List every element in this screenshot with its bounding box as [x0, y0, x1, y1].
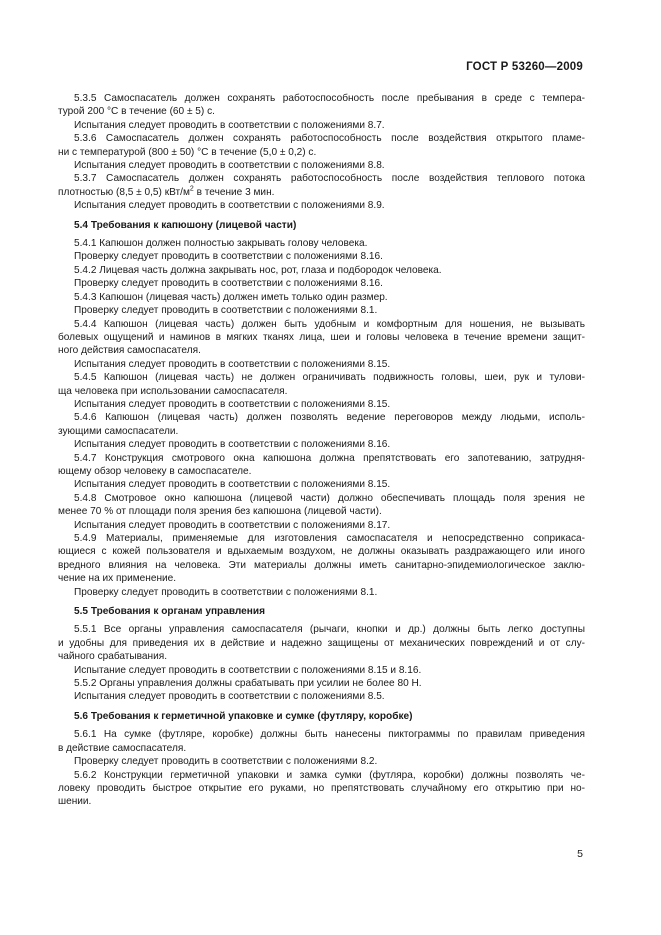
text-line: 5.3.6 Самоспасатель должен сохранять работоспособность после воздействия открытого пламе- — [74, 133, 585, 145]
page-number: 5 — [577, 848, 583, 860]
text-line: ща человека при использовании самоспасателя. — [58, 385, 288, 397]
text-line: менее 70 % от площади поля зрения без капюшона (лицевой части). — [58, 506, 382, 518]
text-line: 5.4.9 Материалы, применяемые для изготовления самоспасателя и непосредственно соприкаса- — [74, 533, 585, 544]
text-line: ющиеся с кожей пользователя и вдыхаемым воздухом, не должны оказывать раздражающего или иного — [58, 546, 585, 558]
text-line: ющему обзор человеку в самоспасателе. — [58, 465, 252, 477]
paragraph — [58, 318, 585, 358]
paragraph — [58, 250, 585, 263]
paragraph — [58, 492, 585, 519]
text-line: ни с температурой (800 ± 50) °С в течение (5,0 ± 0,2) с. — [58, 146, 317, 158]
text-line: зующими самоспасатели. — [58, 425, 179, 437]
text-line: чение на их применение. — [58, 573, 177, 585]
paragraph — [58, 690, 585, 703]
paragraph — [58, 358, 585, 371]
text-line: Испытания следует проводить в соответствии с положениями 8.9. — [74, 200, 385, 212]
text-line: Испытания следует проводить в соответствии с положениями 8.7. — [74, 119, 385, 131]
text-line: Испытания следует проводить в соответствии с положениями 8.15. — [74, 479, 391, 491]
text-line: Испытания следует проводить в соответствии с положениями 8.15. — [74, 398, 391, 410]
paragraph — [58, 664, 585, 677]
paragraph — [58, 199, 585, 212]
text-line: Испытания следует проводить в соответствии с положениями 8.15. — [74, 358, 391, 370]
paragraph — [58, 769, 585, 809]
text-line: чайного срабатывания. — [58, 651, 168, 663]
text-line: 5.5.1 Все органы управления самоспасателя (рычаги, кнопки и др.) должны быть легко доступны — [74, 624, 585, 636]
text-line: Испытания следует проводить в соответствии с положениями 8.5. — [74, 691, 385, 703]
text-line: Проверку следует проводить в соответствии с положениями 8.1. — [74, 305, 378, 317]
text-line: в действие самоспасателя. — [58, 742, 187, 754]
paragraph — [58, 755, 585, 768]
text-line: 5.4.3 Капюшон (лицевая часть) должен иметь только один размер. — [74, 291, 388, 303]
text-line: Испытания следует проводить в соответствии с положениями 8.16. — [74, 439, 391, 451]
paragraph — [58, 438, 585, 451]
text-line: ного действия самоспасателя. — [58, 345, 201, 357]
text-line: и удобны для приведения их в действие и надежно защищены от механических повреждений и от слу- — [58, 637, 585, 649]
paragraph — [58, 411, 585, 438]
text-line: Проверку следует проводить в соответствии с положениями 8.16. — [74, 251, 383, 263]
text-line: Проверку следует проводить в соответствии с положениями 8.16. — [74, 278, 383, 290]
paragraph — [58, 159, 585, 172]
text-line: 5.4.1 Капюшон должен полностью закрывать голову человека. — [74, 238, 368, 250]
text-line: 5.6.2 Конструкции герметичной упаковки и замка сумки (футляра, коробки) должны позволять че- — [74, 769, 585, 781]
text-line: 5.4.8 Смотровое окно капюшона (лицевой части) должно обеспечивать площадь поля зрения не — [74, 492, 585, 504]
text-line: плотностью (8,5 ± 0,5) кВт/$м^2$ в течение 3 мин. — [58, 185, 275, 198]
text-line: болевых ощущений и наминов в мягких тканях лица, шеи и головы человека в течение времени защит- — [58, 331, 585, 343]
section-heading: 5.4 Требования к капюшону (лицевой части) — [74, 219, 297, 231]
text-line: вредного влияния на человека. Эти материалы должны иметь санитарно-эпидемиологическое заклю- — [58, 559, 585, 571]
paragraph — [58, 586, 585, 599]
text-line: 5.5.2 Органы управления должны срабатывать при усилии не более 80 Н. — [74, 678, 422, 690]
paragraph — [58, 452, 585, 479]
text-line: 5.3.7 Самоспасатель должен сохранять работоспособность после воздействия теплового потока — [74, 173, 585, 185]
paragraph — [58, 132, 585, 159]
text-line: 5.3.5 Самоспасатель должен сохранять работоспособность после пребывания в среде с темпера- — [74, 93, 585, 104]
paragraph — [58, 677, 585, 690]
paragraph — [58, 371, 585, 398]
section-heading: 5.6 Требования к герметичной упаковке и сумке (футляру, коробке) — [74, 710, 413, 722]
text-line: 5.4.2 Лицевая часть должна закрывать нос, рот, глаза и подбородок человека. — [74, 264, 442, 276]
text-line: 5.4.7 Конструкция смотрового окна капюшона должна препятствовать его запотеванию, затрудня- — [74, 452, 585, 464]
text-line: Испытания следует проводить в соответствии с положениями 8.17. — [74, 519, 391, 531]
paragraph — [58, 172, 585, 199]
paragraph — [58, 277, 585, 290]
paragraph — [58, 291, 585, 304]
text-line: 5.4.5 Капюшон (лицевая часть) не должен ограничивать подвижность головы, шеи, рук и тулови- — [74, 372, 585, 384]
paragraph — [58, 728, 585, 755]
text-line: ловеку проводить быстрое открытие его руками, но препятствовать случайному его открытию при но- — [58, 782, 585, 794]
text-line: шении. — [58, 796, 92, 808]
text-line: 5.6.1 На сумке (футляре, коробке) должны быть нанесены пиктограммы по правилам приведения — [74, 729, 585, 741]
text-line: Испытания следует проводить в соответствии с положениями 8.8. — [74, 160, 385, 172]
paragraph — [58, 478, 585, 491]
paragraph — [58, 237, 585, 250]
document-body — [58, 92, 585, 809]
text-line: Проверку следует проводить в соответствии с положениями 8.2. — [74, 756, 378, 768]
text-line: Проверку следует проводить в соответствии с положениями 8.1. — [74, 586, 378, 598]
document-header: ГОСТ Р 53260—2009 — [466, 61, 583, 73]
paragraph — [58, 623, 585, 663]
text-line: Испытание следует проводить в соответствии с положениями 8.15 и 8.16. — [74, 664, 422, 676]
paragraph — [58, 532, 585, 586]
paragraph — [58, 398, 585, 411]
text-line: турой 200 °С в течение (60 ± 5) с. — [58, 106, 215, 118]
paragraph — [58, 119, 585, 132]
text-line: 5.4.6 Капюшон (лицевая часть) должен позволять ведение переговоров между людьми, исполь- — [74, 412, 585, 424]
section-heading: 5.5 Требования к органам управления — [74, 606, 265, 618]
paragraph — [58, 92, 585, 119]
paragraph — [58, 519, 585, 532]
text-line: 5.4.4 Капюшон (лицевая часть) должен быть удобным и комфортным для ношения, не вызывать — [74, 318, 585, 330]
paragraph — [58, 264, 585, 277]
paragraph — [58, 304, 585, 317]
